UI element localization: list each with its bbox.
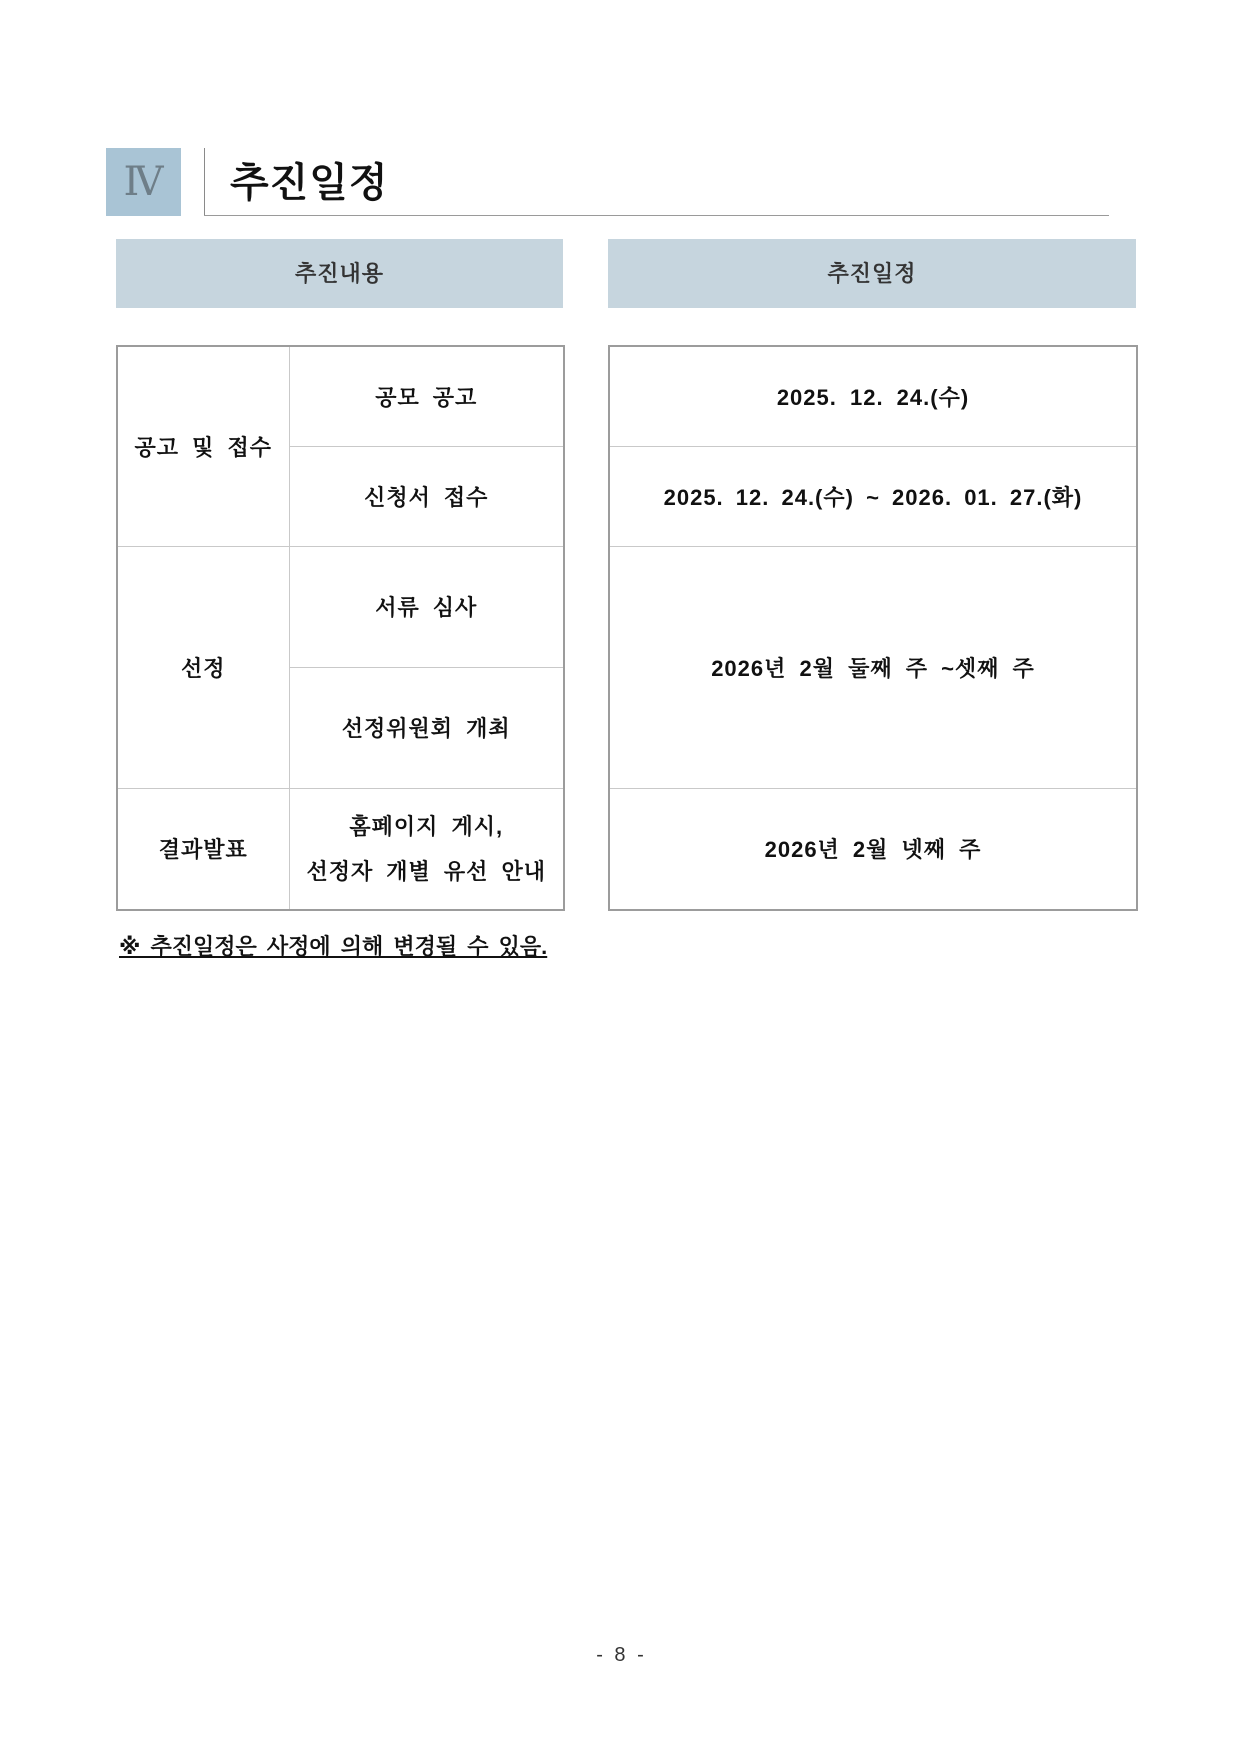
table-row [609, 446, 1137, 546]
schedule-content-table [116, 345, 565, 911]
page-number: - 8 - [596, 1644, 644, 1666]
task-cell [289, 788, 564, 910]
table-row [609, 788, 1137, 910]
table-row [117, 788, 564, 910]
title-divider-vertical [204, 148, 205, 216]
task-cell: 선정위원회 개최 [289, 667, 564, 788]
group-cell-result: 결과발표 [117, 788, 289, 910]
schedule-note: ※ 추진일정은 사정에 의해 변경될 수 있음. [119, 934, 548, 959]
table-row [609, 546, 1137, 788]
task-line: 선정자 개별 유선 안내 [306, 858, 547, 884]
task-cell: 신청서 접수 [289, 446, 564, 546]
schedule-date-table [608, 345, 1138, 911]
section-title: 추진일정 [230, 161, 389, 205]
date-cell: 2026년 2월 넷째 주 [609, 788, 1137, 910]
date-cell: 2025. 12. 24.(수) [609, 346, 1137, 446]
table-row [117, 346, 564, 446]
task-cell: 서류 심사 [289, 546, 564, 667]
table-row [609, 346, 1137, 446]
date-cell: 2025. 12. 24.(수) ~ 2026. 01. 27.(화) [609, 446, 1137, 546]
section-number-box: Ⅳ [106, 148, 181, 216]
task-line: 홈페이지 게시, [349, 813, 504, 839]
task-cell: 공모 공고 [289, 346, 564, 446]
group-cell-selection: 선정 [117, 546, 289, 788]
group-cell-announce: 공고 및 접수 [117, 346, 289, 546]
header-content: 추진내용 [116, 239, 563, 308]
header-schedule: 추진일정 [608, 239, 1136, 308]
date-cell: 2026년 2월 둘째 주 ~셋째 주 [609, 546, 1137, 788]
title-underline [204, 215, 1109, 216]
table-row [117, 546, 564, 667]
